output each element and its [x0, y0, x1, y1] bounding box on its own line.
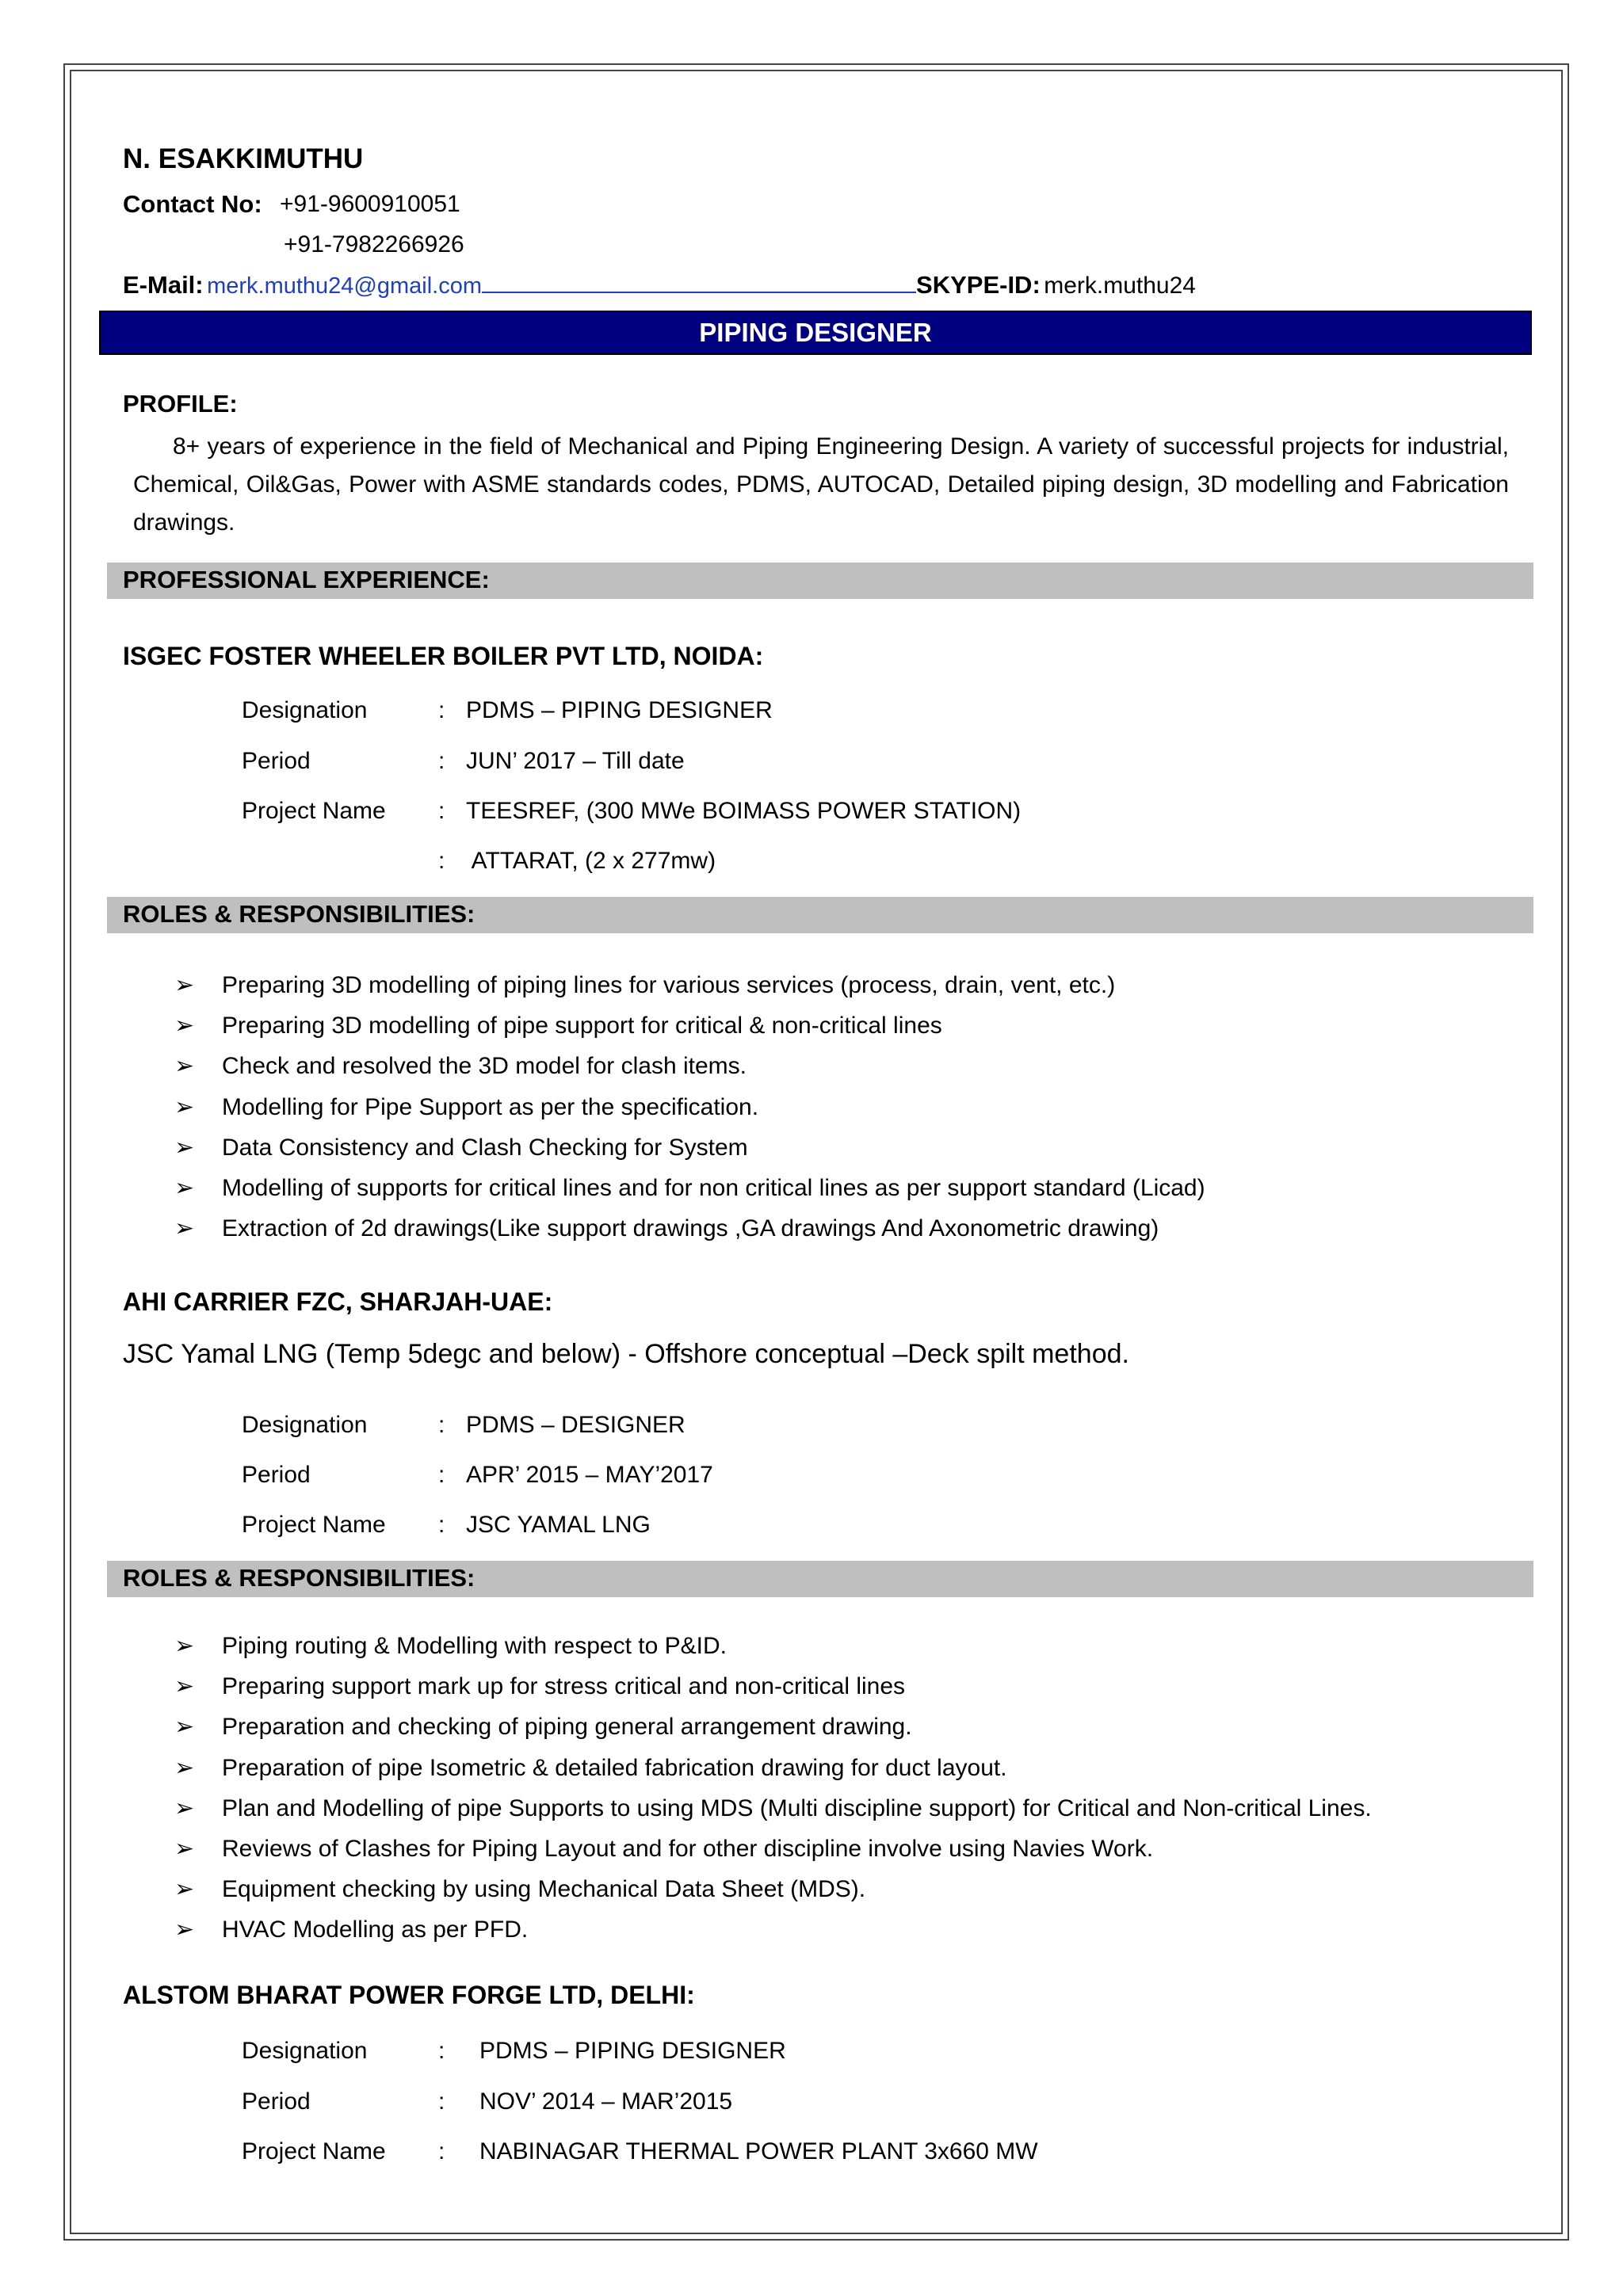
roles-list — [174, 970, 1205, 1253]
skype-label: SKYPE-ID: — [916, 271, 1041, 299]
roles-heading-bar — [107, 1561, 1533, 1597]
arrow-bullet-icon: ➢ — [174, 1835, 195, 1862]
arrow-bullet-icon: ➢ — [174, 1917, 195, 1943]
detail-label: Period — [242, 2088, 311, 2115]
experience-heading-bar — [107, 563, 1533, 599]
list-item: ➢ Preparing 3D modelling of pipe support for critical & non-critical lines — [174, 1010, 1205, 1051]
detail-colon: : — [438, 848, 445, 874]
arrow-bullet-icon: ➢ — [174, 1174, 195, 1201]
arrow-bullet-icon: ➢ — [174, 1093, 195, 1120]
arrow-bullet-icon: ➢ — [174, 972, 195, 998]
experience-heading: PROFESSIONAL EXPERIENCE: — [123, 566, 490, 593]
detail-value: JUN’ 2017 – Till date — [466, 748, 685, 774]
detail-label: Project Name — [242, 1512, 386, 1538]
list-item: ➢ Preparation and checking of piping general arrangement drawing. — [174, 1711, 1372, 1752]
detail-label: Designation — [242, 697, 368, 723]
detail-value: PDMS – PIPING DESIGNER — [466, 697, 773, 723]
roles-heading: ROLES & RESPONSIBILITIES: — [123, 1564, 475, 1592]
list-item: ➢ Data Consistency and Clash Checking for System — [174, 1132, 1205, 1173]
company-name: AHI CARRIER FZC, SHARJAH-UAE: — [123, 1287, 553, 1316]
profile-text: 8+ years of experience in the field of Mechanical and Piping Engineering Design. A variety of successful projects for industrial, Chemical, Oil&Gas, Power with ASME standards codes, PDMS, AUTOCAD, Detailed piping design, 3D modelling and Fabrication drawings. — [133, 433, 1509, 536]
arrow-bullet-icon: ➢ — [174, 1754, 195, 1781]
detail-value: ATTARAT, (2 x 277mw) — [466, 848, 716, 874]
company-name: ISGEC FOSTER WHEELER BOILER PVT LTD, NOIDA: — [123, 642, 764, 670]
skype-id: merk.muthu24 — [1044, 273, 1196, 299]
roles-list — [174, 1630, 1372, 1955]
arrow-bullet-icon: ➢ — [174, 1215, 195, 1242]
email-label: E-Mail: — [123, 271, 204, 299]
arrow-bullet-icon: ➢ — [174, 1714, 195, 1741]
project-description: JSC Yamal LNG (Temp 5degc and below) - Offshore conceptual –Deck spilt method. — [123, 1339, 1129, 1369]
roles-heading: ROLES & RESPONSIBILITIES: — [123, 900, 475, 928]
arrow-bullet-icon: ➢ — [174, 1134, 195, 1161]
list-item: ➢ Modelling for Pipe Support as per the specification. — [174, 1092, 1205, 1132]
contact-label: Contact No: — [123, 190, 262, 218]
job-title-banner: PIPING DESIGNER — [99, 311, 1532, 355]
arrow-bullet-icon: ➢ — [174, 1794, 195, 1821]
list-item: ➢ Check and resolved the 3D model for clash items. — [174, 1051, 1205, 1091]
email-underline — [482, 273, 916, 293]
roles-heading-bar — [107, 897, 1533, 933]
phone-1: +91-9600910051 — [280, 191, 460, 217]
list-item: ➢ Modelling of supports for critical lines and for non critical lines as per support standard (Licad) — [174, 1173, 1205, 1213]
detail-label: Designation — [242, 2038, 368, 2064]
detail-value: NOV’ 2014 – MAR’2015 — [479, 2088, 733, 2115]
list-item: ➢ Preparation of pipe Isometric & detailed fabrication drawing for duct layout. — [174, 1753, 1372, 1793]
detail-value: NABINAGAR THERMAL POWER PLANT 3x660 MW — [479, 2138, 1038, 2164]
email-row — [123, 271, 1196, 299]
arrow-bullet-icon: ➢ — [174, 1876, 195, 1903]
list-item: ➢ Extraction of 2d drawings(Like support drawings ,GA drawings And Axonometric drawing) — [174, 1213, 1205, 1253]
detail-label: Project Name — [242, 798, 386, 824]
detail-value: TEESREF, (300 MWe BOIMASS POWER STATION) — [466, 798, 1022, 824]
list-item: ➢ Reviews of Clashes for Piping Layout and for other discipline involve using Navies Work. — [174, 1833, 1372, 1874]
arrow-bullet-icon: ➢ — [174, 1013, 195, 1039]
arrow-bullet-icon: ➢ — [174, 1633, 195, 1659]
list-item: ➢ Preparing 3D modelling of piping lines for various services (process, drain, vent, etc.) — [174, 970, 1205, 1010]
detail-label: Period — [242, 748, 311, 774]
detail-label: Designation — [242, 1412, 368, 1438]
detail-value: PDMS – PIPING DESIGNER — [479, 2038, 786, 2064]
company-name: ALSTOM BHARAT POWER FORGE LTD, DELHI: — [123, 1981, 695, 2009]
detail-label: Period — [242, 1462, 311, 1488]
list-item: ➢ Preparing support mark up for stress critical and non-critical lines — [174, 1671, 1372, 1711]
arrow-bullet-icon: ➢ — [174, 1053, 195, 1080]
detail-colon: : — [438, 697, 445, 723]
detail-colon: : — [438, 798, 445, 824]
detail-value: APR’ 2015 – MAY’2017 — [466, 1462, 713, 1488]
detail-colon: : — [438, 2088, 445, 2115]
detail-value: JSC YAMAL LNG — [466, 1512, 651, 1538]
arrow-bullet-icon: ➢ — [174, 1673, 195, 1700]
detail-colon: : — [438, 1412, 445, 1438]
detail-colon: : — [438, 748, 445, 774]
profile-heading: PROFILE: — [123, 390, 238, 418]
phone-2: +91-7982266926 — [284, 231, 464, 257]
email-link[interactable]: merk.muthu24@gmail.com — [207, 273, 483, 299]
detail-colon: : — [438, 2038, 445, 2064]
list-item: ➢ HVAC Modelling as per PFD. — [174, 1914, 1372, 1955]
detail-colon: : — [438, 2138, 445, 2164]
list-item: ➢ Piping routing & Modelling with respect to P&ID. — [174, 1630, 1372, 1671]
candidate-name: N. ESAKKIMUTHU — [123, 143, 364, 174]
profile-summary — [133, 428, 1509, 542]
detail-label: Project Name — [242, 2138, 386, 2164]
detail-colon: : — [438, 1462, 445, 1488]
list-item: ➢ Plan and Modelling of pipe Supports to using MDS (Multi discipline support) for Critical and Non-critical Lines. — [174, 1793, 1372, 1833]
list-item: ➢ Equipment checking by using Mechanical Data Sheet (MDS). — [174, 1874, 1372, 1914]
detail-colon: : — [438, 1512, 445, 1538]
detail-value: PDMS – DESIGNER — [466, 1412, 685, 1438]
